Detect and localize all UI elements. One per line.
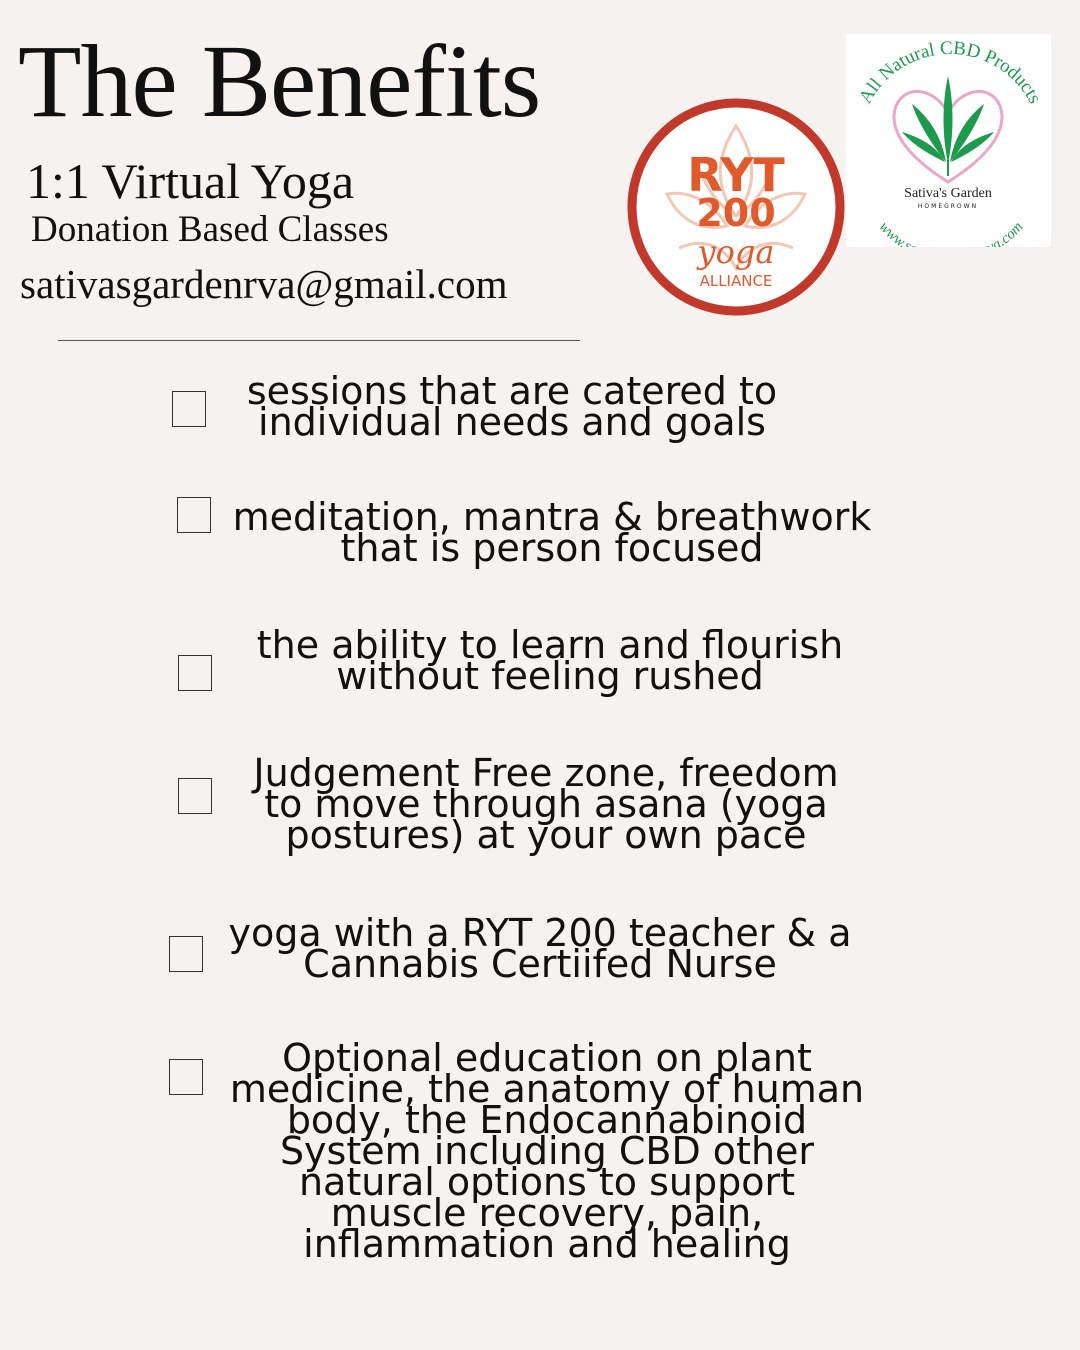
email-link[interactable]: sativasgardenrva@gmail.com [20,261,508,307]
benefit-text: the ability to learn and flourish without feeling rushed [256,623,844,698]
alliance-text: ALLIANCE [699,272,773,290]
ryt-number: 200 [696,191,776,235]
logo-brand-sub: HOMEGROWN [917,203,979,210]
page-title: The Benefits [18,24,541,139]
benefit-text: meditation, mantra & breathwork that is person focused [232,495,872,570]
checkbox[interactable] [177,497,211,533]
logo-arc-bottom: www.s a.com [875,219,1027,247]
sativas-garden-logo [846,34,1051,247]
ryt-text: RYT [687,148,785,202]
tagline: Donation Based Classes [31,209,389,250]
benefit-text: Optional education on plant medicine, the anatomy of human body, the Endocannabinoid System including CBD other natural options to support muscle recovery, pain, inflammation and healing [229,1036,865,1266]
benefit-text: Judgement Free zone, freedom to move through asana (yoga postures) at your own pace [253,751,839,857]
benefit-text: sessions that are catered to individual needs and goals [246,369,778,444]
checkbox[interactable] [169,936,203,972]
ryt-200-badge [627,98,845,316]
checkbox[interactable] [178,655,212,691]
yoga-text: yoga [697,233,775,271]
logo-arc-top: All Natural CBD Products [854,37,1046,108]
svg-text:www.sativasgardenrva.com [876,219,1027,247]
benefit-text: yoga with a RYT 200 teacher & a Cannabis Certiifed Nurse [228,911,852,986]
checkbox[interactable] [178,778,212,814]
checkbox[interactable] [169,1059,203,1095]
logo-brand: Sativa's Garden [904,186,992,201]
subtitle: 1:1 Virtual Yoga [26,153,355,209]
divider [58,340,580,341]
